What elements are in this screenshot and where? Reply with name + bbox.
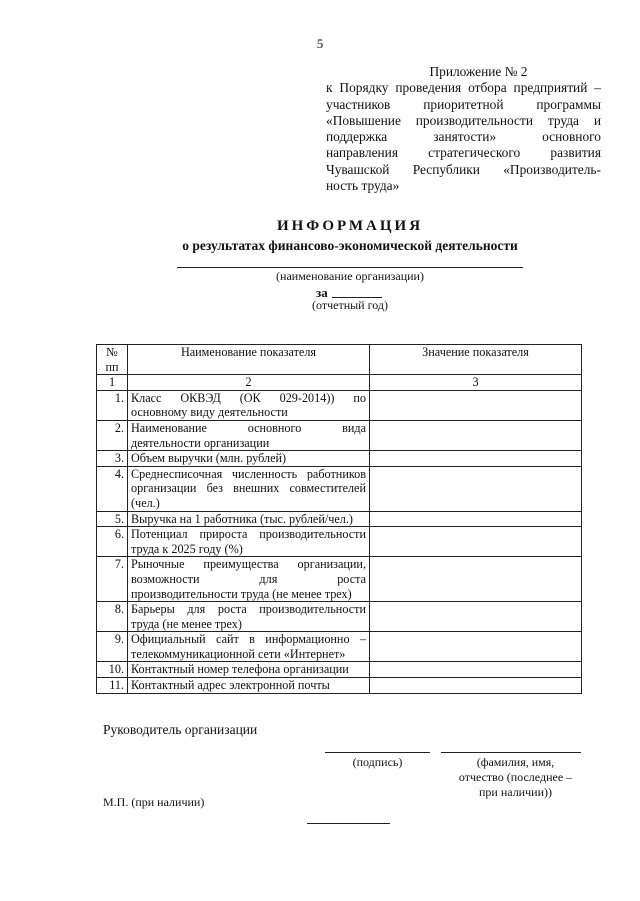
full-name-caption [448,755,583,800]
full-name-caption-line: при наличии)) [479,785,552,799]
page-number: 5 [316,36,324,51]
row-name [128,678,370,694]
row-value-cell[interactable] [370,390,582,420]
row-name [128,662,370,678]
row-name-line: Контактный номер телефона организации [131,662,349,677]
full-name-caption-line: (фамилия, имя, [476,755,555,769]
table-row [97,632,582,662]
row-name-line: деятельности организации [131,435,270,450]
table-row [97,451,582,467]
row-name-line: Потенциал прироста производительности [131,527,366,542]
row-number: 7. [97,557,128,602]
table-row [97,527,582,557]
row-name-line: (чел.) [131,495,160,510]
appendix-block [326,64,601,194]
row-value-cell[interactable] [370,557,582,602]
row-name-line: Официальный сайт в информационно – [131,632,366,647]
indicators-table [96,344,582,694]
appendix-line: Чувашской Республики «Производитель- [326,161,601,177]
appendix-line: ность труда» [326,178,400,194]
row-name-line: труда (не менее трех) [131,616,242,631]
table-row [97,420,582,450]
period-prefix: за [316,285,328,300]
appendix-line: к Порядку проведения отбора предприятий – [326,80,601,96]
table-row [97,511,582,527]
row-value-cell[interactable] [370,602,582,632]
row-name-line: производительности труда (не менее трех) [131,586,352,601]
row-name-line: организации без внешних совместителей [131,481,366,496]
org-name-caption: (наименование организации) [276,269,424,283]
row-number: 6. [97,527,128,557]
row-name [128,632,370,662]
row-name-line: основному виду деятельности [131,405,288,420]
table-row [97,466,582,511]
signature-blank-line [325,752,430,753]
year-caption: (отчетный год) [312,298,388,312]
document-heading: ИНФОРМАЦИЯ [276,218,424,234]
row-name-line: Среднесписочная численность работников [131,466,366,481]
index-cell: 3 [370,375,582,391]
row-name [128,390,370,420]
row-name [128,557,370,602]
appendix-line: участников приоритетной программы [326,96,601,112]
row-value-cell[interactable] [370,527,582,557]
bottom-blank-line [307,823,390,824]
row-name [128,466,370,511]
table-header-row [97,345,582,375]
appendix-line: «Повышение производительности труда и [326,112,601,128]
head-of-organization-label: Руководитель организации [103,722,258,737]
row-number: 2. [97,420,128,450]
header-value: Значение показателя [370,345,582,375]
appendix-line: направления стратегического развития [326,145,601,161]
row-name [128,420,370,450]
row-number: 3. [97,451,128,467]
index-cell: 2 [128,375,370,391]
signature-caption: (подпись) [352,755,403,769]
table-row [97,602,582,632]
row-value-cell[interactable] [370,466,582,511]
row-value-cell[interactable] [370,511,582,527]
row-name [128,602,370,632]
table-row [97,662,582,678]
row-value-cell[interactable] [370,678,582,694]
org-name-blank-line [177,267,523,268]
header-number-line: пп [105,359,119,374]
full-name-caption-line: отчество (последнее – [458,770,573,784]
row-number: 8. [97,602,128,632]
row-name-line: возможности для роста [131,571,366,586]
row-value-cell[interactable] [370,632,582,662]
table-row [97,390,582,420]
row-name-line: Класс ОКВЭД (ОК 029-2014)) по [131,390,366,405]
header-number [97,345,128,375]
row-name-line: Наименование основного вида [131,420,366,435]
row-name [128,511,370,527]
row-name-line: труда к 2025 году (%) [131,541,243,556]
row-number: 11. [97,678,128,694]
document-subheading: о результатах финансово-экономической деятельности [182,238,518,253]
row-number: 10. [97,662,128,678]
table-index-row [97,375,582,391]
row-name-line: телекоммуникационной сети «Интернет» [131,646,346,661]
row-value-cell[interactable] [370,662,582,678]
table-row [97,557,582,602]
row-number: 5. [97,511,128,527]
row-value-cell[interactable] [370,451,582,467]
appendix-title: Приложение № 2 [429,64,528,79]
row-name-line: Барьеры для роста производительности [131,602,366,617]
row-name-line: Рыночные преимущества организации, [131,557,366,572]
stamp-label: М.П. (при наличии) [103,795,205,809]
row-name [128,527,370,557]
full-name-blank-line [441,752,581,753]
row-number: 4. [97,466,128,511]
row-name-line: Контактный адрес электронной почты [131,678,330,693]
header-name: Наименование показателя [128,345,370,375]
row-value-cell[interactable] [370,420,582,450]
row-name-line: Выручка на 1 работника (тыс. рублей/чел.) [131,511,353,526]
appendix-line: поддержка занятости» основного [326,129,601,145]
row-name [128,451,370,467]
header-number-line: № [106,345,118,359]
row-number: 1. [97,390,128,420]
row-number: 9. [97,632,128,662]
row-name-line: Объем выручки (млн. рублей) [131,451,287,466]
table-row [97,678,582,694]
index-cell: 1 [97,375,128,391]
